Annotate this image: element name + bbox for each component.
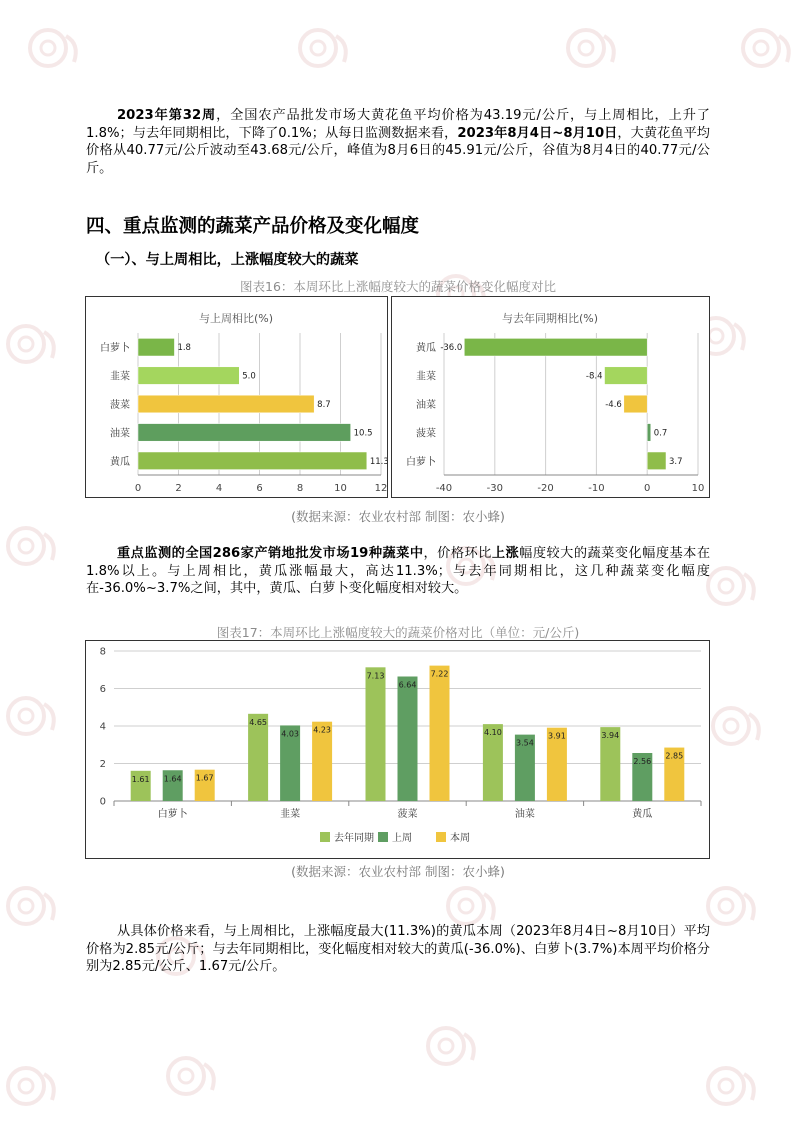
legend-label: 去年同期 — [334, 833, 374, 844]
data-label: 2.85 — [665, 751, 684, 761]
x-tick-label: -40 — [435, 483, 453, 494]
category-label: 油菜 — [416, 400, 436, 411]
data-label: 8.7 — [317, 400, 331, 410]
paragraph-text: 幅度较大的蔬菜变化幅度基本在1.8%以上。与上周相比，黄瓜涨幅最大，高达11.3%；与去年同期相比，这几种蔬菜变化幅度在-36.0%~3.7%之间，其中，黄瓜、白萝卜变化幅度相对较大。 — [86, 546, 711, 596]
bar — [138, 452, 367, 470]
category-label: 白萝卜 — [406, 456, 436, 468]
bar — [430, 666, 450, 801]
data-label: -4.6 — [605, 400, 622, 410]
bold-week: 2023年第32周 — [117, 108, 217, 123]
category-label: 油菜 — [110, 428, 130, 440]
bold-monitoring: 重点监测的全国286家产销地批发市场19种蔬菜中 — [117, 546, 424, 561]
legend-swatch — [436, 832, 446, 842]
chart-price-compare — [85, 640, 710, 859]
watermark-logo — [700, 880, 770, 950]
y-tick-label: 6 — [99, 684, 106, 695]
paragraph-text: ，价格环比 — [423, 546, 492, 561]
data-label: 4.03 — [281, 729, 300, 739]
legend-label: 本周 — [450, 833, 470, 844]
category-label: 韭菜 — [280, 809, 301, 820]
bar — [464, 338, 647, 356]
bar — [138, 395, 314, 413]
watermark-logo — [292, 22, 362, 92]
watermark-logo — [0, 318, 70, 388]
section-heading: 四、重点监测的蔬菜产品价格及变化幅度 — [86, 216, 420, 237]
bar — [647, 452, 666, 470]
y-tick-label: 2 — [99, 759, 106, 770]
paragraph-text: ，全国农产品批发市场大黄花鱼平均价格为43.19元/公斤，与上周相比，上升了1.8%；与去年同期相比，下降了0.1%；从每日监测数据来看， — [86, 108, 710, 141]
watermark-logo — [560, 22, 630, 92]
watermark-logo — [0, 1060, 70, 1130]
data-label: 4.23 — [313, 725, 332, 735]
x-tick-label: 10 — [691, 483, 705, 494]
bar — [624, 395, 647, 413]
figure17-title: 图表17：本周环比上涨幅度较大的蔬菜价格对比（单位：元/公斤) — [216, 625, 580, 640]
figure16-source: (数据来源：农业农村部 制图：农小蜂) — [291, 509, 505, 524]
y-tick-label: 8 — [99, 646, 106, 658]
x-tick-label: 0 — [644, 483, 651, 494]
bold-rise: 上涨 — [491, 546, 520, 561]
data-label: 3.94 — [601, 731, 620, 741]
x-tick-label: 10 — [334, 483, 347, 494]
data-label: 1.67 — [195, 773, 214, 783]
x-tick-label: -20 — [537, 483, 554, 494]
watermark-logo — [700, 1060, 770, 1130]
watermark-logo — [0, 690, 70, 760]
category-label: 白萝卜 — [100, 343, 130, 355]
x-tick-label: -10 — [588, 483, 605, 494]
bar — [138, 367, 239, 385]
y-tick-label: 4 — [99, 721, 106, 733]
category-label: 黄瓜 — [416, 343, 436, 355]
bar — [248, 714, 268, 801]
category-label: 白萝卜 — [157, 809, 188, 820]
chart-title: 与上周相比(%) — [198, 312, 274, 325]
category-label: 菠菜 — [397, 809, 418, 820]
watermark-logo — [705, 700, 775, 770]
data-label: 4.10 — [483, 728, 502, 738]
watermark-logo — [160, 1050, 230, 1120]
data-label: 1.8 — [177, 343, 191, 354]
watermark-logo — [420, 1020, 490, 1090]
data-label: 7.13 — [366, 671, 385, 681]
y-tick-label: 0 — [99, 796, 106, 808]
category-label: 韭菜 — [110, 371, 130, 383]
bar — [398, 677, 418, 802]
watermark-logo — [0, 880, 70, 950]
data-label: 10.5 — [353, 428, 373, 439]
watermark-logo — [735, 22, 793, 92]
figure17-source: (数据来源：农业农村部 制图：农小蜂) — [291, 864, 505, 879]
x-tick-label: 12 — [374, 483, 387, 494]
data-label: 11.3 — [369, 456, 387, 467]
data-label: 3.91 — [547, 731, 566, 741]
bar — [366, 667, 386, 801]
data-label: 4.65 — [249, 717, 268, 727]
category-label: 韭菜 — [416, 371, 436, 383]
x-tick-label: 6 — [256, 483, 263, 494]
paragraph-price-detail: 从具体价格来看，与上周相比，上涨幅度最大(11.3%)的黄瓜本周（2023年8月4日~8月10日）平均价格为2.85元/公斤；与去年同期相比，变化幅度相对较大的黄瓜(-36.0%)、白萝卜(3.7%)本周平均价格分别为2.85元/公斤、1.67元/公斤。 — [86, 924, 710, 974]
chart-year-change — [391, 296, 710, 498]
data-label: 3.7 — [668, 456, 683, 467]
data-label: 3.54 — [515, 738, 534, 748]
watermark-logo — [0, 520, 70, 590]
data-label: 1.64 — [163, 774, 182, 784]
watermark-logo — [700, 560, 770, 630]
category-label: 黄瓜 — [632, 809, 653, 820]
data-label: 2.56 — [633, 757, 652, 766]
paragraph-vegetables — [86, 545, 710, 598]
bar — [138, 424, 351, 442]
bar — [605, 367, 648, 385]
paragraph-fish-price — [86, 107, 710, 177]
bar — [138, 338, 174, 356]
x-tick-label: 4 — [215, 483, 223, 494]
x-tick-label: 2 — [175, 483, 182, 494]
data-label: -36.0 — [440, 343, 463, 354]
subsection-heading: （一）、与上周相比，上涨幅度较大的蔬菜 — [96, 252, 359, 268]
category-label: 油菜 — [514, 809, 535, 820]
data-label: 5.0 — [242, 371, 256, 382]
bold-dates: 2023年8月4日~8月10日 — [457, 125, 618, 141]
x-tick-label: 8 — [296, 483, 304, 494]
legend-label: 上周 — [392, 833, 412, 844]
paragraph-text: ，大黄花鱼平均价格从40.77元/公斤波动至43.68元/公斤，峰值为8月6日的45.91元/公斤，谷值为8月4日的40.77元/公斤。 — [86, 125, 710, 176]
data-label: 1.61 — [131, 774, 150, 784]
data-label: 6.64 — [398, 680, 417, 690]
watermark-logo — [22, 22, 92, 92]
chart-week-change — [85, 296, 388, 498]
data-label: 7.22 — [430, 669, 449, 679]
data-label: 0.7 — [653, 428, 668, 439]
category-label: 黄瓜 — [110, 456, 130, 468]
bar — [647, 424, 651, 442]
figure16-title: 图表16：本周环比上涨幅度较大的蔬菜价格变化幅度对比 — [240, 279, 556, 294]
x-tick-label: -30 — [486, 483, 503, 494]
x-tick-label: 0 — [134, 483, 142, 494]
category-label: 菠菜 — [416, 428, 436, 440]
legend-swatch — [320, 832, 330, 842]
data-label: -8.4 — [585, 371, 603, 382]
category-label: 菠菜 — [110, 400, 130, 411]
legend-swatch — [378, 832, 388, 842]
chart-title: 与去年同期相比(%) — [501, 312, 599, 325]
